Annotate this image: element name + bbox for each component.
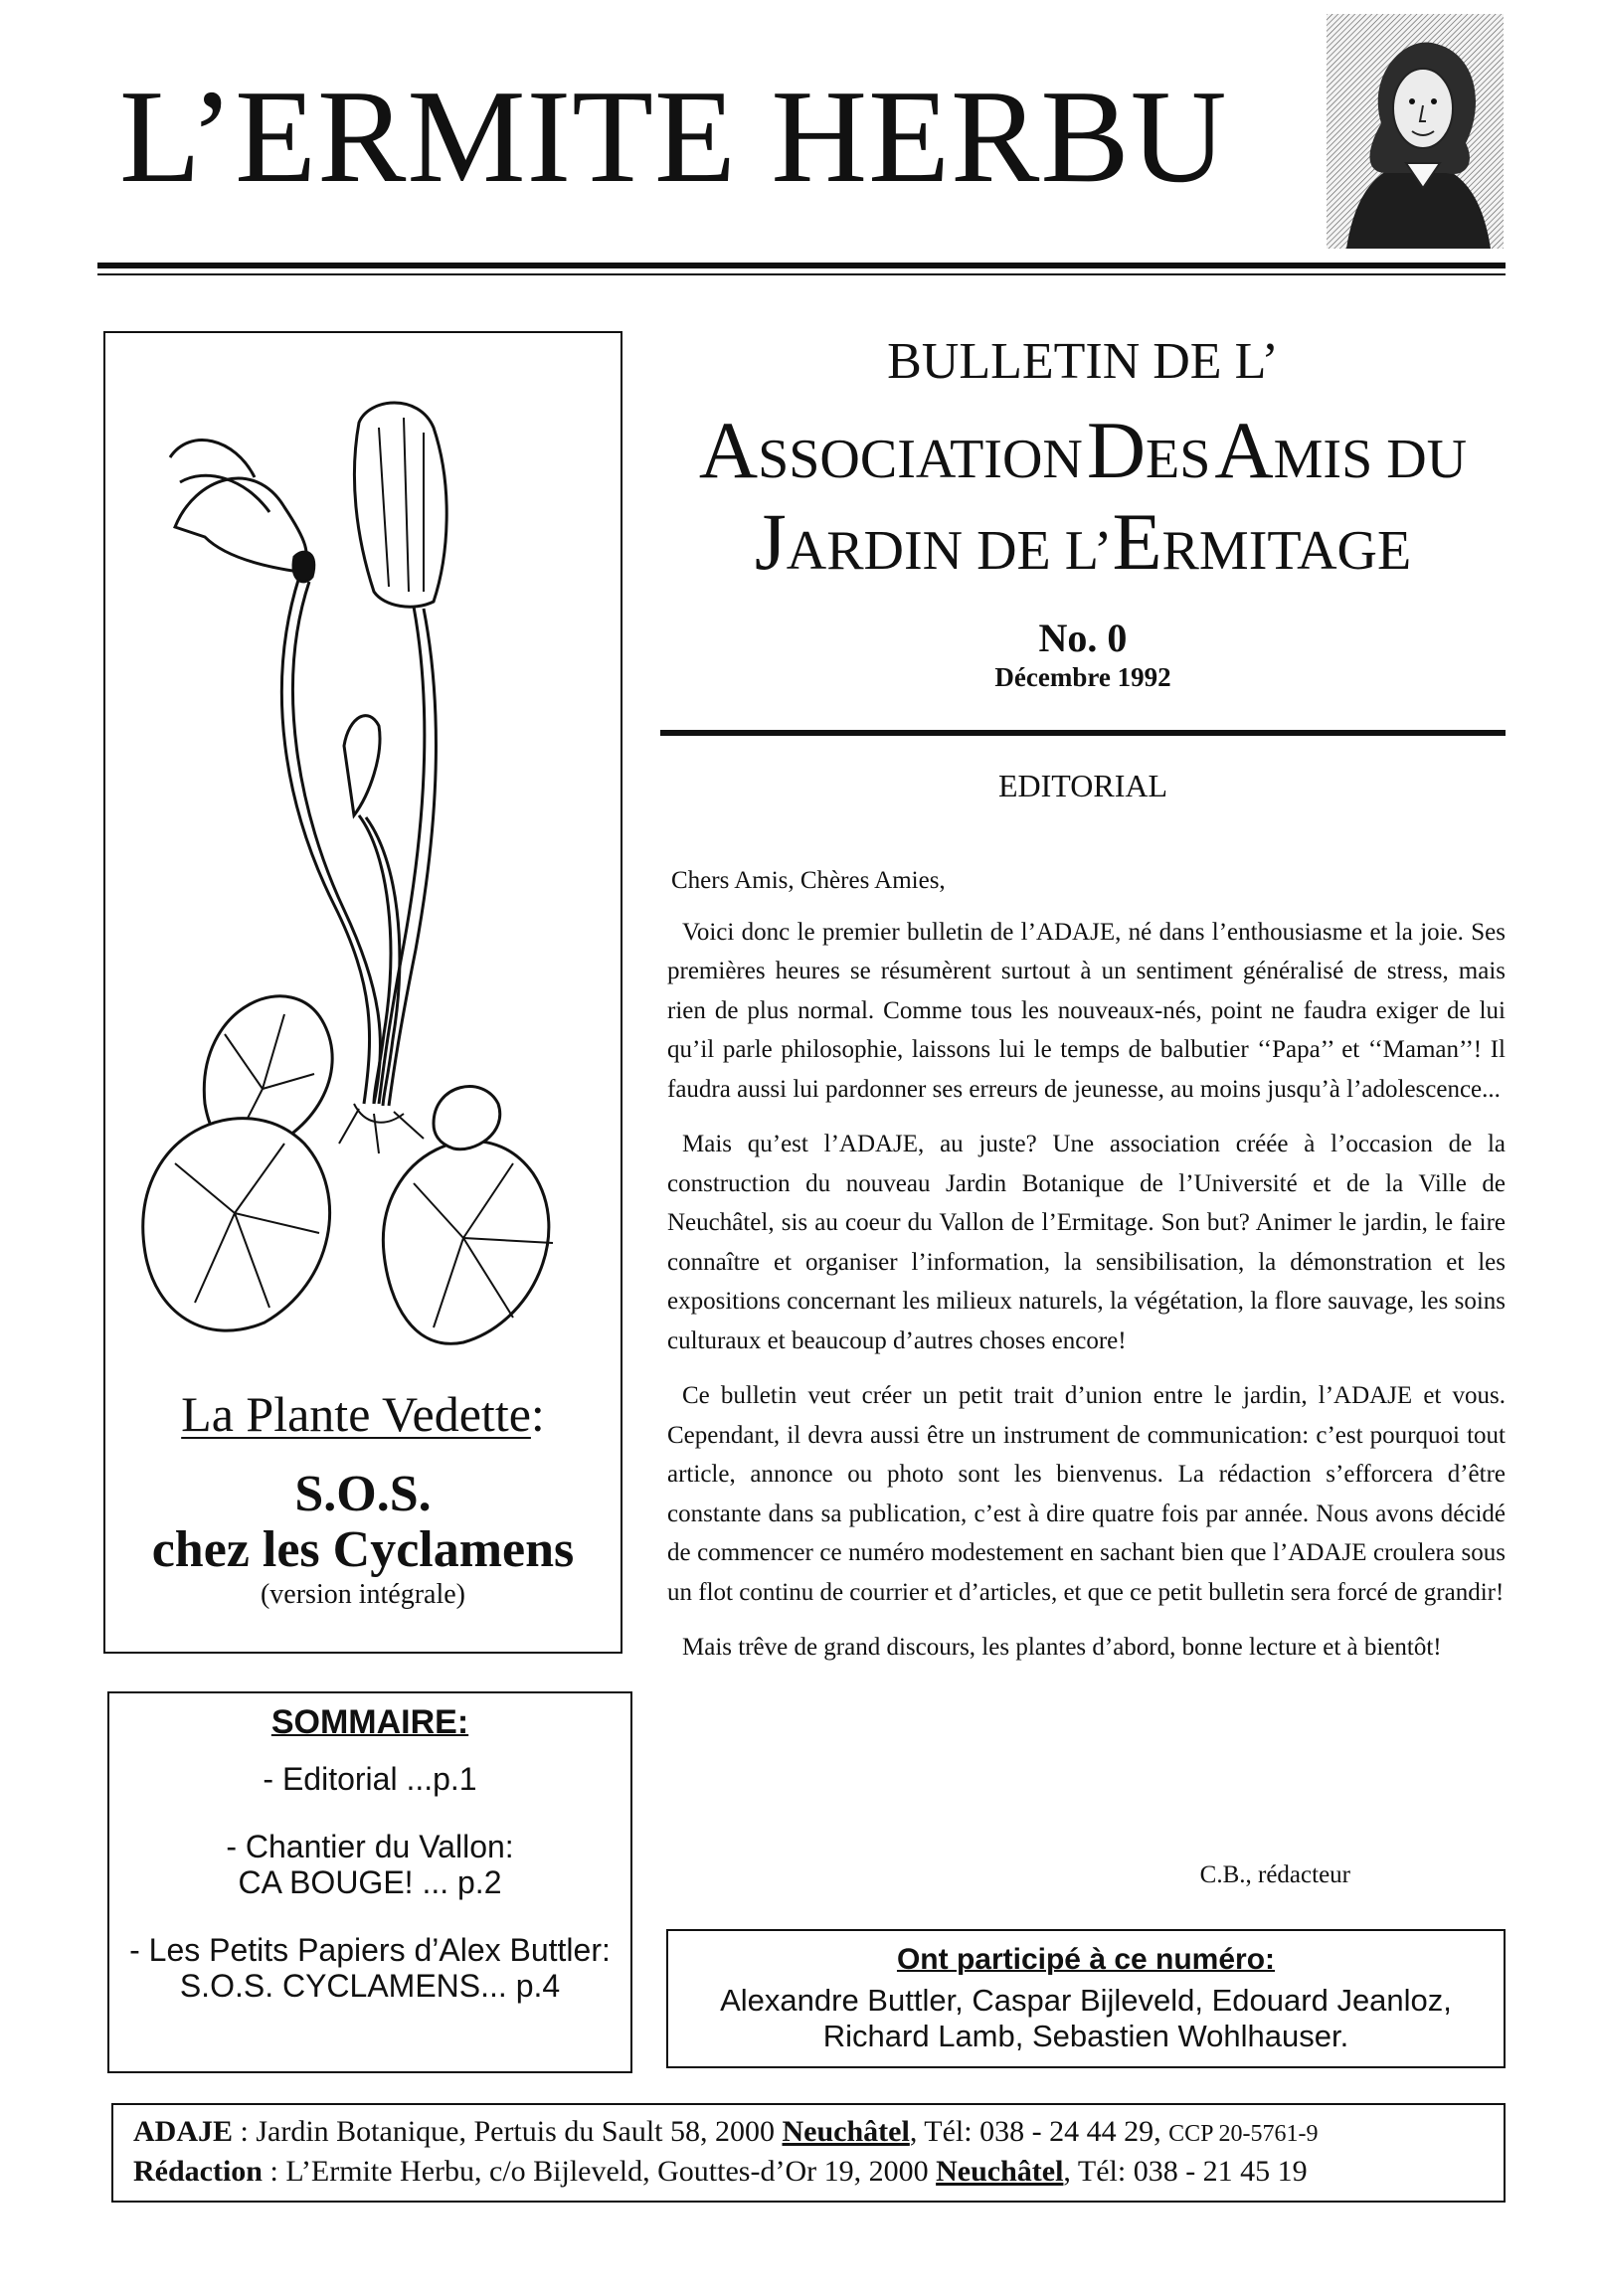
contributors-title: Ont participé à ce numéro: bbox=[896, 1943, 1276, 1976]
association-title-line: ASSOCIATION DES AMIS DU bbox=[698, 405, 1468, 495]
garden-title-line: JARDIN DE L’ERMITAGE bbox=[754, 496, 1412, 587]
feature-title-line1: S.O.S. bbox=[294, 1466, 432, 1522]
editorial-paragraph: Mais qu’est l’ADAJE, au juste? Une association créée à l’occasion de la construction du nouveau Jardin Botanique de l’Université et de la Ville de Neuchâtel, sis au coeur du Vallon de l’Ermitage. Son but? Animer le jardin, le faire connaître et organiser l’information, la sensibilisation, la démonstration et les expositions concernant les milieux naturels, la végétation, la flore sauvage, les soins culturaux et beaucoup d’autres choses encore! bbox=[667, 1131, 1506, 1354]
issue-date: Décembre 1992 bbox=[994, 662, 1171, 692]
editorial-salutation: Chers Amis, Chères Amies, bbox=[671, 867, 946, 894]
editorial-paragraph: Voici donc le premier bulletin de l’ADAJE, né dans l’enthousiasme et la joie. Ses premières heures se résumèrent surtout à un sentiment généralisé de stress, mais rien de plus normal. Comme tous les nouveaux-nés, point ne faudra exiger de lui qu’il parle philosophie, laissons lui le temps de balbutier ‘‘Papa’’ et ‘‘Maman’’! Il faudra aussi lui pardonner ses erreurs de jeunesse, au moins jusqu’à l’adolescence... bbox=[667, 918, 1506, 1103]
cyclamen-illustration-icon bbox=[135, 388, 603, 1382]
heading-rule bbox=[660, 730, 1506, 736]
masthead-rule-thick bbox=[97, 263, 1506, 268]
editorial-paragraph: Ce bulletin veut créer un petit trait d’union entre le jardin, l’ADAJE et vous. Cependant, il devra aussi être un instrument de communication: c’est pourquoi tout article, annonce ou photo sont les bienvenus. La rédaction s’efforcera d’être constante dans sa publication, c’est à dire quatre fois par année. Nous avons décidé de commencer ce numéro modestement en sachant bien que l’ADAJE croulera sous un flot continu de courrier et d’articles, et que ce petit bulletin sera forcé de grandir! bbox=[667, 1382, 1506, 1606]
footer-address-line: ADAJE : Jardin Botanique, Pertuis du Sault 58, 2000 Neuchâtel, Tél: 038 - 24 44 29, CCP 20-5761-9 bbox=[133, 2115, 1319, 2148]
contributors-line2: Richard Lamb, Sebastien Wohlhauser. bbox=[822, 2019, 1349, 2053]
toc-item-chantier-page: CA BOUGE! ... p.2 bbox=[238, 1864, 502, 1900]
toc-item-editorial: - Editorial ...p.1 bbox=[263, 1761, 477, 1797]
toc-box bbox=[107, 1691, 632, 2073]
feature-box bbox=[103, 331, 622, 1654]
feature-subtitle: (version intégrale) bbox=[260, 1579, 466, 1610]
portrait-engraving-icon bbox=[1327, 14, 1504, 249]
footer-box bbox=[111, 2103, 1506, 2203]
contributors-line1: Alexandre Buttler, Caspar Bijleveld, Edouard Jeanloz, bbox=[720, 1983, 1452, 2018]
editorial-paragraph: Mais trêve de grand discours, les plantes d’abord, bonne lecture et à bientôt! bbox=[682, 1634, 1442, 1661]
toc-item-petits-papiers-page: S.O.S. CYCLAMENS... p.4 bbox=[179, 1968, 561, 2004]
masthead-title: L’ERMITE HERBU bbox=[119, 63, 1228, 210]
editorial-signature: C.B., rédacteur bbox=[1199, 1861, 1350, 1888]
masthead-rule-thin bbox=[97, 273, 1506, 275]
feature-kicker: La Plante Vedette: bbox=[181, 1386, 545, 1442]
toc-item-petits-papiers: - Les Petits Papiers d’Alex Buttler: bbox=[129, 1932, 611, 1968]
contributors-box bbox=[666, 1929, 1506, 2068]
bulletin-title: BULLETIN DE L’ bbox=[887, 333, 1279, 390]
toc-item-chantier: - Chantier du Vallon: bbox=[226, 1829, 514, 1864]
footer-editorial-line: Rédaction : L’Ermite Herbu, c/o Bijleveld, Gouttes-d’Or 19, 2000 Neuchâtel, Tél: 038 - 21 45 19 bbox=[133, 2155, 1308, 2188]
feature-title-line2: chez les Cyclamens bbox=[151, 1521, 575, 1578]
editorial-heading: EDITORIAL bbox=[997, 768, 1168, 803]
toc-title: SOMMAIRE: bbox=[270, 1703, 469, 1741]
editorial-body bbox=[667, 861, 1506, 1683]
issue-number: No. 0 bbox=[1038, 616, 1128, 660]
